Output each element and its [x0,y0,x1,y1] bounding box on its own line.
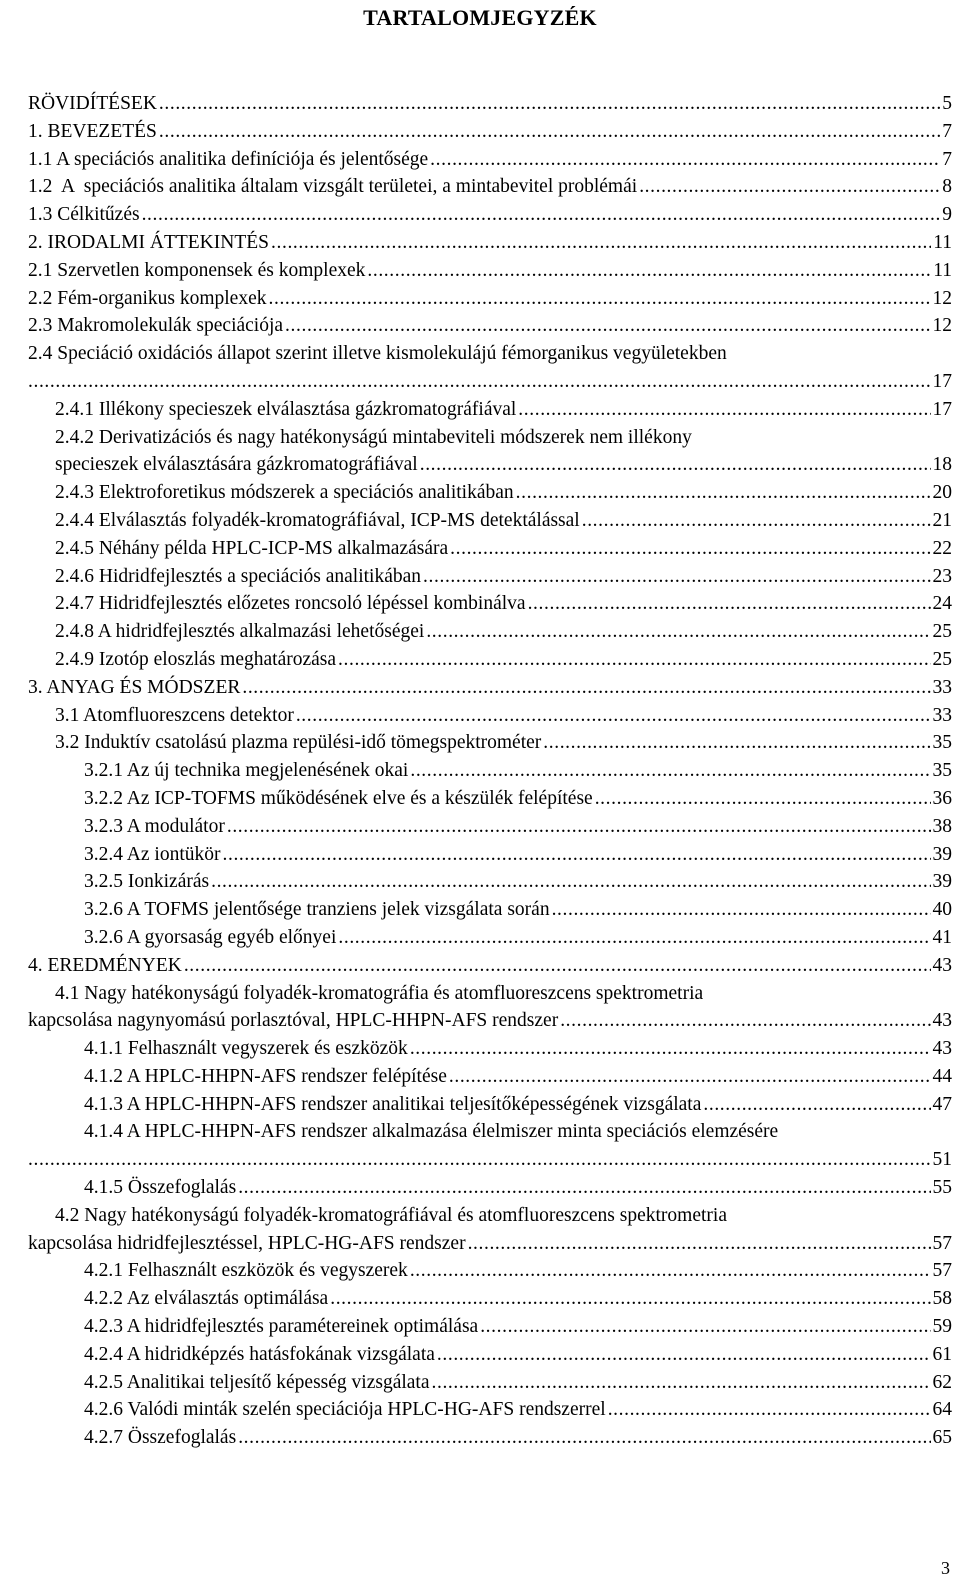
toc-leader [595,785,931,813]
toc-entry[interactable] [28,868,952,896]
toc-entry[interactable] [28,1369,952,1397]
toc-entry[interactable] [28,646,952,674]
toc-leader [227,813,931,841]
toc-leader [703,1091,930,1119]
toc-entry[interactable] [28,757,952,785]
toc-page-number: 43 [932,1010,952,1032]
page-number: 3 [941,1558,950,1578]
toc-page-number: 7 [942,120,952,142]
toc-page-number: 40 [932,899,952,921]
toc-entry-title: 4. EREDMÉNYEK [28,954,182,976]
toc-entry[interactable] [28,90,952,118]
toc-entry-title: 1.1 A speciációs analitika definíciója és jelentősége [28,148,429,170]
toc-entry[interactable] [28,674,952,702]
toc-leader [582,507,931,535]
toc-page-number: 44 [932,1065,952,1087]
toc-entry[interactable] [28,702,952,730]
toc-leader [430,146,940,174]
toc-entry[interactable] [28,785,952,813]
toc-entry-title: RÖVIDÍTÉSEK [28,93,157,114]
toc-entry-title: 3. ANYAG ÉS MÓDSZER [28,676,241,698]
page-title: TARTALOMJEGYZÉK [363,5,597,30]
toc-page-number: 25 [932,648,952,670]
toc-entry-title: 3.1 Atomfluoreszcens detektor [55,704,294,726]
toc-entry[interactable] [28,1424,952,1452]
toc-page-number: 43 [932,954,952,976]
toc-leader [269,285,931,313]
toc-leader [211,868,930,896]
toc-leader [28,368,931,396]
toc-entry-title: 4.2.3 A hidridfejlesztés paramétereinek optimálása [84,1316,479,1338]
toc-entry-title: 3.2.6 A gyorsaság egyéb előnyei [84,926,337,948]
toc-entry-title: 2.4.3 Elektroforetikus módszerek a speciációs analitikában [55,482,514,504]
toc-entry[interactable] [28,368,952,396]
toc-page-number: 58 [932,1288,952,1310]
toc-entry-title: 1.2 A speciációs analitika általam vizsgált területei, a mintabevitel problémái [28,176,638,198]
toc-entry-title: 4.1.2 A HPLC-HHPN-AFS rendszer felépítése [84,1065,447,1087]
toc-entry-title: 4.2.2 Az elválasztás optimálása [84,1288,329,1310]
toc-entry[interactable] [28,451,952,479]
toc-entry[interactable] [28,396,952,424]
toc-leader [468,1230,931,1258]
toc-page-number: 12 [932,315,952,337]
toc-entry-title: specieszek elválasztására gázkromatográfiával [55,454,418,476]
toc-page-number: 18 [932,454,952,476]
toc-leader [426,618,930,646]
toc-entry[interactable] [28,229,952,257]
toc-entry-title: 2.4.5 Néhány példa HPLC-ICP-MS alkalmazására [55,537,449,559]
toc-leader [560,1007,930,1035]
toc-entry-title: 1.3 Célkitűzés [28,204,140,226]
toc-entry[interactable] [28,312,952,340]
toc-leader [285,312,930,340]
toc-entry-title: 3.2 Induktív csatolású plazma repülési-idő tömegspektrométer [55,732,542,754]
toc-page-number: 17 [932,370,952,392]
toc-entry[interactable] [28,1313,952,1341]
toc-entry-title: 2.3 Makromolekulák speciációja [28,315,284,337]
toc-leader [338,924,930,952]
toc-page-number: 41 [932,926,952,948]
toc-entry[interactable] [28,1007,952,1035]
toc-entry-title: 4.2.7 Összefoglalás [84,1427,237,1449]
toc-entry-title: 3.2.6 A TOFMS jelentősége tranziens jelek vizsgálata során [84,899,550,921]
toc-page-number: 65 [932,1427,952,1449]
toc-leader [608,1396,931,1424]
toc-page-number: 43 [932,1038,952,1060]
toc-page-number: 17 [932,398,952,420]
toc-entry-title: 4.2.5 Analitikai teljesítő képesség vizsgálata [84,1371,430,1393]
toc-page-number: 62 [932,1371,952,1393]
toc-page-number: 23 [932,565,952,587]
toc-leader [338,646,930,674]
toc-entry-title: 2.4.8 A hidridfejlesztés alkalmazási lehetőségei [55,621,425,643]
toc-leader [330,1285,930,1313]
toc-entry[interactable] [28,507,952,535]
toc-entry[interactable] [28,1146,952,1174]
toc-entry[interactable] [28,1230,952,1258]
toc-page-number: 33 [932,704,952,726]
toc-leader [450,535,930,563]
toc-entry[interactable] [28,1091,952,1119]
toc-leader [242,674,930,702]
toc-entry[interactable] [28,1035,952,1063]
toc-page-number: 7 [942,148,952,170]
toc-leader [480,1313,930,1341]
toc-page-number: 57 [932,1260,952,1282]
toc-leader [238,1174,930,1202]
toc-entry-title: 4.1.1 Felhasznált vegyszerek és eszközök [84,1038,408,1060]
toc-entry-title: 2.4.4 Elválasztás folyadék-kromatográfiával, ICP-MS detektálással [55,509,580,531]
toc-page-number: 47 [932,1093,952,1115]
toc-entry-title: 2.4.1 Illékony specieszek elválasztása gázkromatográfiával [55,398,517,420]
toc-page-number: 21 [932,509,952,531]
toc-page-number: 25 [932,621,952,643]
toc-page-number: 64 [932,1399,952,1421]
toc-entry[interactable] [28,1257,952,1285]
toc-page-number: 51 [932,1149,952,1171]
toc-leader [437,1341,931,1369]
toc-leader [639,173,940,201]
toc-page-number: 39 [932,843,952,865]
toc-leader [423,563,930,591]
toc-leader [159,90,940,118]
toc-leader [516,479,931,507]
toc-entry-title: 4.2.1 Felhasznált eszközök és vegyszerek [84,1260,408,1282]
toc-entry-title: 4.1.5 Összefoglalás [84,1177,237,1199]
toc-leader [410,1035,931,1063]
toc-entry[interactable] [28,1174,952,1202]
toc-leader [28,1146,931,1174]
toc-entry[interactable] [28,618,952,646]
toc-leader [543,729,930,757]
toc-entry-title: 3.2.1 Az új technika megjelenésének okai [84,760,409,782]
toc-page-number: 39 [932,871,952,893]
toc-leader [184,952,931,980]
toc-entry[interactable] [28,535,952,563]
toc-page-number: 35 [932,732,952,754]
toc-page-number: 57 [932,1232,952,1254]
toc-leader [432,1369,931,1397]
toc-entry[interactable] [28,201,952,229]
toc-leader [552,896,931,924]
toc-entry-title: 4.1.3 A HPLC-HHPN-AFS rendszer analitikai teljesítőképességének vizsgálata [84,1093,702,1115]
toc-leader [367,257,931,285]
toc-entry[interactable] [28,173,952,201]
toc-page-number: 24 [932,593,952,615]
toc-entry-title: 2.4.6 Hidridfejlesztés a speciációs analitikában [55,565,422,587]
toc-entry-title: 1. BEVEZETÉS [28,120,157,142]
toc-entry[interactable] [28,118,952,146]
toc-entry-title: 3.2.4 Az iontükör [84,843,221,865]
toc-page-number: 9 [942,204,952,226]
toc-entry-title: 2.4.9 Izotóp eloszlás meghatározása [55,648,337,670]
toc-entry[interactable] [28,924,952,952]
toc-entry[interactable] [28,841,952,869]
toc-leader [528,590,931,618]
toc-entry-first-line[interactable]: 4.2 Nagy hatékonyságú folyadék-kromatográfiával és atomfluoreszcens spektrometria [55,1204,727,1226]
toc-entry[interactable] [28,285,952,313]
toc-entry[interactable] [28,952,952,980]
toc-leader [142,201,941,229]
toc-page-number: 5 [942,93,952,114]
table-of-contents [28,90,952,1452]
toc-leader [223,841,931,869]
toc-entry[interactable] [28,813,952,841]
toc-page-number: 8 [942,176,952,198]
toc-leader [271,229,931,257]
toc-entry[interactable] [28,563,952,591]
toc-entry[interactable] [28,479,952,507]
toc-entry[interactable] [28,729,952,757]
toc-entry-first-line[interactable]: 2.4.2 Derivatizációs és nagy hatékonyságú mintabeviteli módszerek nem illékony [55,426,692,448]
toc-page-number: 35 [932,760,952,782]
toc-entry[interactable] [28,1063,952,1091]
toc-entry-title: 3.2.3 A modulátor [84,815,225,837]
toc-leader [420,451,931,479]
toc-entry-first-line[interactable]: 4.1.4 A HPLC-HHPN-AFS rendszer alkalmazása élelmiszer minta speciációs elemzésére [84,1121,779,1143]
toc-entry-title: kapcsolása hidridfejlesztéssel, HPLC-HG-AFS rendszer [28,1232,466,1254]
toc-entry[interactable] [28,1396,952,1424]
toc-page-number: 38 [932,815,952,837]
toc-leader [238,1424,930,1452]
toc-entry-title: 2.4.7 Hidridfejlesztés előzetes roncsoló lépéssel kombinálva [55,593,526,615]
toc-leader [296,702,931,730]
toc-page-number: 59 [932,1316,952,1338]
toc-leader [159,118,940,146]
toc-leader [410,757,930,785]
toc-page-number: 12 [932,287,952,309]
toc-entry-title: 4.2.4 A hidridképzés hatásfokának vizsgálata [84,1343,435,1365]
toc-page-number: 20 [932,482,952,504]
toc-entry-title: 3.2.5 Ionkizárás [84,871,210,893]
toc-page-number: 61 [932,1343,952,1365]
toc-entry[interactable] [28,896,952,924]
toc-entry[interactable] [28,146,952,174]
toc-page-number: 11 [933,259,952,281]
toc-entry-first-line[interactable]: 4.1 Nagy hatékonyságú folyadék-kromatográfia és atomfluoreszcens spektrometria [55,982,704,1004]
toc-entry[interactable] [28,257,952,285]
toc-entry-first-line[interactable]: 2.4 Speciáció oxidációs állapot szerint illetve kismolekulájú fémorganikus vegyületekben [28,343,727,365]
toc-entry-title: 2. IRODALMI ÁTTEKINTÉS [28,231,270,253]
toc-entry-title: 3.2.2 Az ICP-TOFMS működésének elve és a készülék felépítése [84,787,593,809]
toc-page-number: 22 [932,537,952,559]
toc-leader [518,396,930,424]
toc-entry-title: 4.2.6 Valódi minták szelén speciációja HPLC-HG-AFS rendszerrel [84,1399,606,1421]
toc-page-number: 33 [932,676,952,698]
toc-leader [410,1257,931,1285]
toc-entry[interactable] [28,1341,952,1369]
toc-entry-title: 2.2 Fém-organikus komplexek [28,287,267,309]
toc-entry[interactable] [28,1285,952,1313]
toc-entry-title: kapcsolása nagynyomású porlasztóval, HPLC-HHPN-AFS rendszer [28,1010,559,1032]
toc-entry[interactable] [28,590,952,618]
toc-page-number: 11 [933,231,952,253]
toc-page-number: 36 [932,787,952,809]
toc-leader [449,1063,931,1091]
toc-entry-title: 2.1 Szervetlen komponensek és komplexek [28,259,366,281]
toc-page-number: 55 [932,1177,952,1199]
